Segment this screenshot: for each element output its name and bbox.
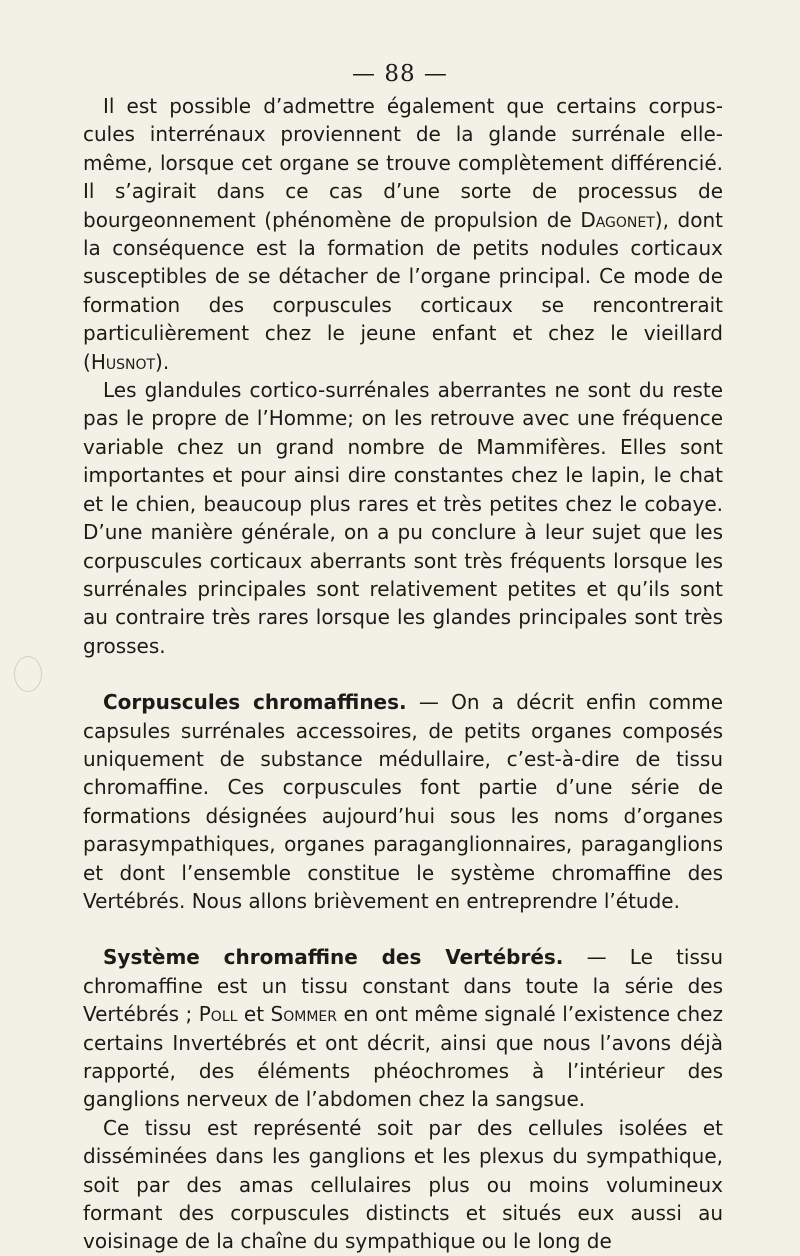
- section-chromaffine-system: [83, 943, 723, 1113]
- text-run: — On a décrit enfin comme capsules surrénales accessoires, de petits organes composés uniquement de substance médullaire, c’est-à-dire de tissu chromaffine. Ces corpuscules font partie d’une série de formations désignées aujourd’hui sous les noms d’organes parasympathiques, organes paraganglionnaires, paraganglions et dont l’ensemble constitue le système chromaffine des Vertébrés. Nous allons brièvement en entreprendre l’étude.: [83, 690, 724, 913]
- text-run: ).: [155, 349, 170, 374]
- paragraph: Ce tissu est représenté soit par des cellules isolées et disséminées dans les ganglions et les plexus du sympathique, soit par des amas cellulaires plus ou moins volumineux formant des corpuscules distincts et situés eux aussi au voisinage de la chaîne du sympathique ou le long de: [83, 1115, 723, 1254]
- author-husnot: Husnot: [90, 349, 156, 374]
- paragraph: Les glandules cortico-surrénales aberrantes ne sont du reste pas le propre de l’Homme; on les retrouve avec une fréquence variable chez un grand nombre de Mammifères. Elles sont importantes et pour ainsi dire constantes chez le lapin, le chat et le chien, beaucoup plus rares et très petites chez le cobaye. D’une manière générale, on a pu conclure à leur sujet que les corpuscules corticaux aberrants sont très fréquents lorsque les surrénales principales sont relativement petites et qu’ils sont au contraire très rares lorsque les glandes principales sont très grosses.: [83, 378, 723, 658]
- section-heading: Corpuscules chromaffines.: [103, 690, 407, 715]
- text-run: et: [237, 1002, 271, 1027]
- author-sommer: Sommer: [270, 1002, 337, 1027]
- paper-stain: [14, 656, 42, 692]
- text-run: ), dont la conséquence est la formation de petits nodules corticaux susceptibles de se détacher de l’organe principal. Ce mode de formation des corpuscules corticaux se rencontrerait particulièrement chez le jeune enfant et chez le vieillard (: [83, 207, 723, 374]
- paragraph: [83, 92, 723, 376]
- section-heading: Système chromaffine des Vertébrés.: [103, 945, 564, 970]
- body-text: [83, 92, 723, 1256]
- section-chromaffine-corpuscles: [83, 688, 723, 915]
- page-number: — 88 —: [352, 61, 448, 87]
- author-dagonet: Dagonet: [580, 207, 655, 232]
- text-run: — Le tissu chromaffine est un tissu constant dans toute la série des Vertébrés ;: [83, 945, 723, 1027]
- author-poll: Poll: [198, 1002, 238, 1027]
- text-run: Il est possible d’admettre également que certains corpuscules interrénaux proviennent de la glande surrénale elle-même, lorsque cet organe se trouve complètement différencié. Il s’agirait dans ce cas d’une sorte de processus de bourgeonnement (phénomène de propulsion de: [83, 94, 723, 232]
- text-run: en ont même signalé l’existence chez certains Invertébrés et ont décrit, ainsi que nous l’avons déjà rapporté, des éléments phéochromes à l’intérieur des ganglions nerveux de l’abdomen chez la sangsue.: [83, 1002, 723, 1112]
